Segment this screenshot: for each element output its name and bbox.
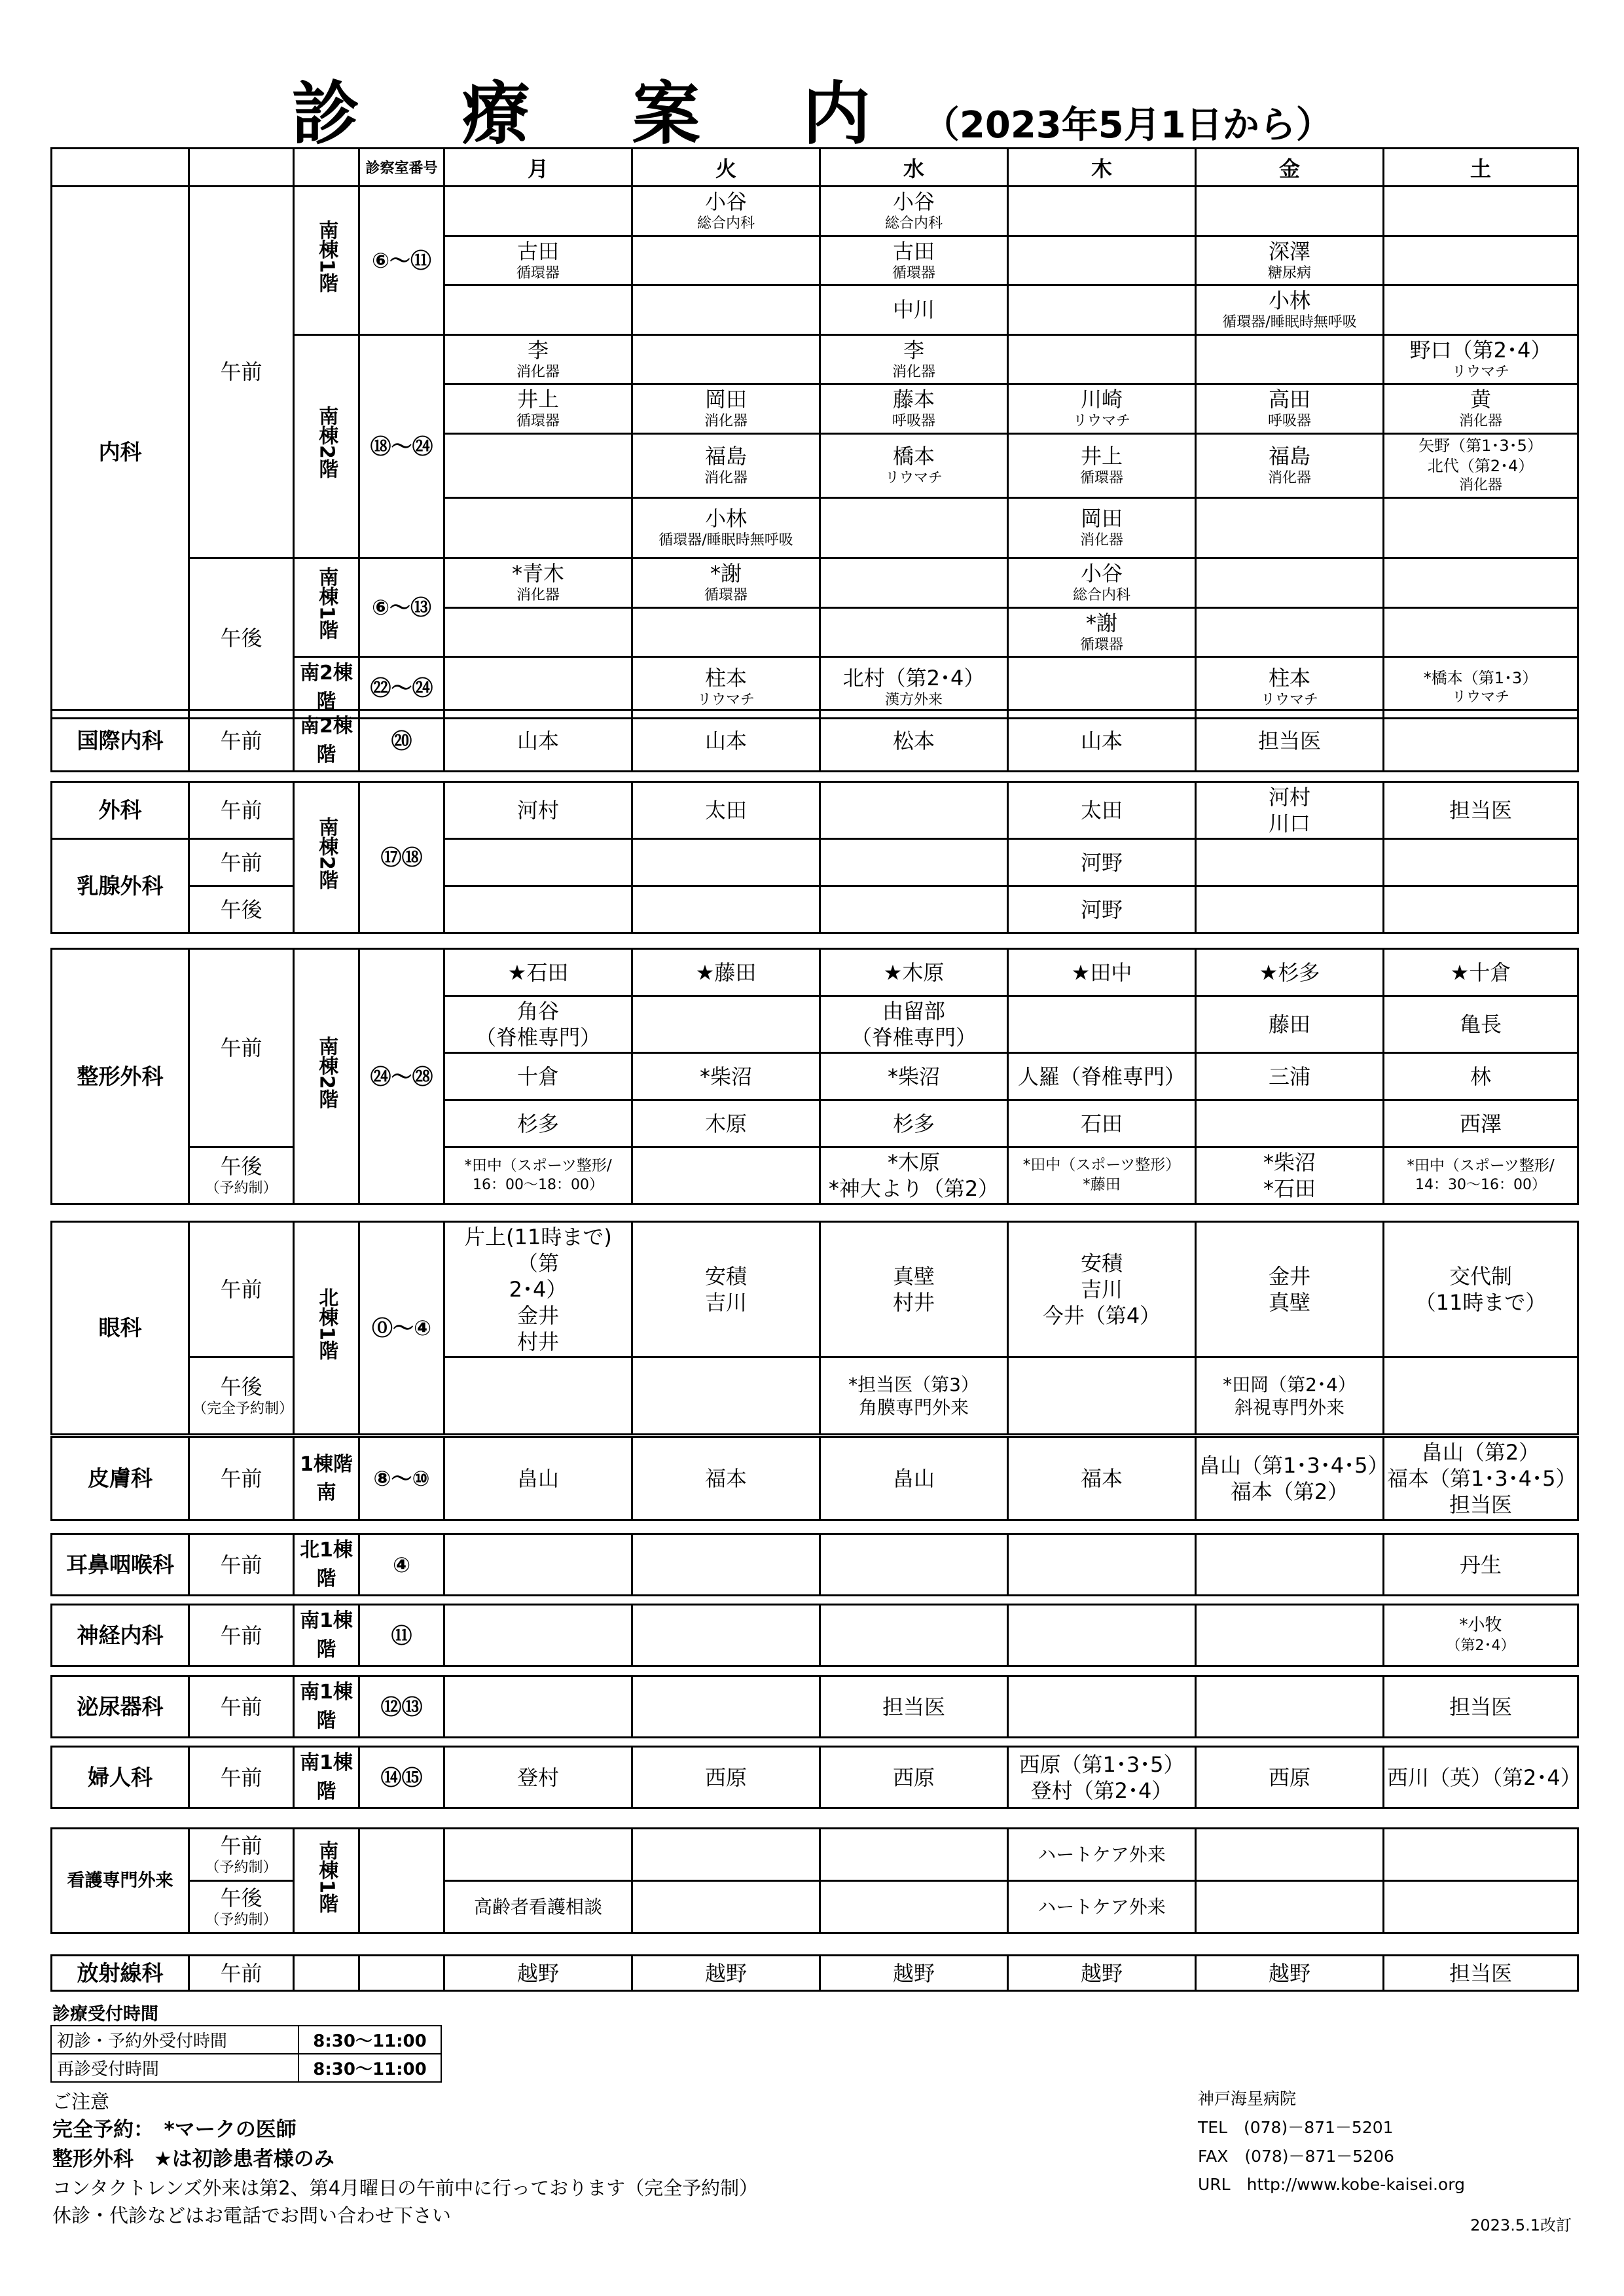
dept-intl: 国際内科 (52, 710, 189, 772)
schedule-cell: 李 消化器 (444, 334, 632, 384)
hours-time: 8:30〜11:00 (298, 2026, 441, 2054)
session-pm: 午後 (189, 886, 294, 933)
schedule-cell: 井上 循環器 (1008, 433, 1196, 497)
location: 南棟1階 (294, 558, 359, 656)
dept-surgery: 外科 (52, 782, 189, 839)
dermatology-table (50, 1436, 1579, 1521)
schedule-cell: 畠山 (444, 1437, 632, 1520)
schedule-cell: 北村（第2･4） 漢方外来 (820, 657, 1008, 719)
schedule-cell: 西原 (820, 1747, 1008, 1808)
schedule-cell: 担当医 (1384, 1676, 1578, 1738)
schedule-cell: *柴沼 *石田 (1196, 1147, 1384, 1204)
schedule-cell: 古田 循環器 (820, 236, 1008, 285)
schedule-cell: 古田 循環器 (444, 236, 632, 285)
day-wed: 水 (820, 149, 1008, 187)
ophthalmology-table (50, 1221, 1579, 1435)
schedule-cell: 福本 (632, 1437, 820, 1520)
schedule-cell: 河村 (444, 782, 632, 839)
schedule-cell: ハートケア外来 (1008, 1829, 1196, 1881)
schedule-cell: 西原（第1･3･5） 登村（第2･4） (1008, 1747, 1196, 1808)
location: 南1棟階 (294, 1747, 359, 1808)
session-pm: 午後 （予約制） (189, 1147, 294, 1204)
orthopedics-table (50, 948, 1579, 1205)
location: 北1棟階 (294, 1534, 359, 1596)
hospital-name: 神戸海星病院 (1198, 2089, 1297, 2108)
dept-radio: 放射線科 (52, 1956, 189, 1991)
room-number: ⑰⑱ (359, 782, 444, 933)
schedule-cell: 三浦 (1196, 1053, 1384, 1100)
schedule-cell: 藤田 (1196, 996, 1384, 1053)
revision-date: 2023.5.1改訂 (1470, 2216, 1572, 2234)
dept-derm: 皮膚科 (52, 1437, 189, 1520)
schedule-cell: 亀長 (1384, 996, 1578, 1053)
schedule-cell: *柴沼 (820, 1053, 1008, 1100)
day-sat: 土 (1384, 149, 1578, 187)
location: 南棟1階 (294, 1829, 359, 1933)
schedule-cell: *木原 *神大より（第2） (820, 1147, 1008, 1204)
contact (1198, 2085, 1465, 2199)
schedule-cell: 担当医 (1384, 1956, 1578, 1991)
session-pm: 午後 （完全予約制） (189, 1357, 294, 1435)
schedule-cell: *担当医（第3） 角膜専門外来 (820, 1357, 1008, 1435)
room-number: ⑪ (359, 1605, 444, 1666)
schedule-cell: 担当医 (1384, 782, 1578, 839)
schedule-cell: 川崎 リウマチ (1008, 384, 1196, 434)
schedule-cell: 福島 消化器 (1196, 433, 1384, 497)
schedule-cell: *田中（スポーツ整形/ 14：30〜16：00） (1384, 1147, 1578, 1204)
schedule-cell: 河野 (1008, 886, 1196, 933)
schedule-cell: 松本 (820, 710, 1008, 772)
day-fri: 金 (1196, 149, 1384, 187)
schedule-cell: 河村 川口 (1196, 782, 1384, 839)
session-pm: 午後 （予約制） (189, 1881, 294, 1933)
schedule-cell: 安積 吉川 (632, 1222, 820, 1357)
schedule-cell: 担当医 (1196, 710, 1384, 772)
schedule-cell: 橋本 リウマチ (820, 433, 1008, 497)
schedule-cell (1196, 1100, 1384, 1147)
room-number: ⑫⑬ (359, 1676, 444, 1738)
schedule-cell: 小谷 総合内科 (1008, 558, 1196, 607)
schedule-cell: 小林 循環器/睡眠時無呼吸 (1196, 285, 1384, 335)
url-link[interactable]: URL http://www.kobe-kaisei.org (1198, 2175, 1465, 2195)
day-thu: 木 (1008, 149, 1196, 187)
ent-table (50, 1533, 1579, 1596)
session-am: 午前 (189, 710, 294, 772)
schedule-cell: 山本 (1008, 710, 1196, 772)
hours-label: 初診・予約外受付時間 (51, 2026, 298, 2054)
location: 南1棟階 (294, 1605, 359, 1666)
schedule-cell: *橋本（第1･3） リウマチ (1384, 657, 1578, 719)
room-number: ⑥〜⑬ (359, 558, 444, 656)
schedule-cell: 石田 (1008, 1100, 1196, 1147)
schedule-cell: 真壁 村井 (820, 1222, 1008, 1357)
intl-medicine-table (50, 709, 1579, 772)
schedule-cell: *田中（スポーツ整形） *藤田 (1008, 1147, 1196, 1204)
schedule-cell: *謝 循環器 (632, 558, 820, 607)
hours-time: 8:30〜11:00 (298, 2054, 441, 2082)
schedule-cell: 越野 (632, 1956, 820, 1991)
location: 南2棟階 (294, 657, 359, 719)
room-number: ⑱〜㉔ (359, 334, 444, 558)
schedule-cell: 角谷 （脊椎専門） (444, 996, 632, 1053)
schedule-cell: 担当医 (820, 1676, 1008, 1738)
schedule-cell: *田中（スポーツ整形/ 16：00〜18：00） (444, 1147, 632, 1204)
note-ortho: 整形外科 ★は初診患者様のみ (52, 2147, 334, 2171)
schedule-cell: 人羅（脊椎専門） (1008, 1053, 1196, 1100)
schedule-cell: 畠山（第1･3･4･5） 福本（第2） (1196, 1437, 1384, 1520)
room-number: ⓪〜④ (359, 1222, 444, 1435)
schedule-cell: 高齢者看護相談 (444, 1881, 632, 1933)
hours-table (50, 2025, 442, 2083)
session-am: 午前 (189, 1534, 294, 1596)
nursing-table (50, 1827, 1579, 1934)
internal-medicine-table (50, 147, 1579, 719)
room-number: ⑳ (359, 710, 444, 772)
day-tue: 火 (632, 149, 820, 187)
schedule-cell: *謝 循環器 (1008, 607, 1196, 657)
dept-uro: 泌尿器科 (52, 1676, 189, 1738)
schedule-cell: 井上 循環器 (444, 384, 632, 434)
location: 南1棟階 (294, 1676, 359, 1738)
schedule-cell: 林 (1384, 1053, 1578, 1100)
note-reservation: 完全予約： *マークの医師 (52, 2118, 297, 2142)
page-title (0, 59, 1624, 157)
schedule-cell: 片上(11時まで)（第 2･4） 金井 村井 (444, 1222, 632, 1357)
schedule-cell: 木原 (632, 1100, 820, 1147)
session-am: 午前 (189, 949, 294, 1147)
schedule-cell: 福本 (1008, 1437, 1196, 1520)
dept-neuro: 神経内科 (52, 1605, 189, 1666)
location: 南2棟階 (294, 710, 359, 772)
session-am: 午前 (189, 187, 294, 558)
schedule-cell: ハートケア外来 (1008, 1881, 1196, 1933)
session-am: 午前 (189, 839, 294, 886)
schedule-cell: 山本 (632, 710, 820, 772)
schedule-cell: 由留部 （脊椎専門） (820, 996, 1008, 1053)
session-am: 午前 (189, 1956, 294, 1991)
schedule-cell (1384, 710, 1578, 772)
schedule-cell: 中川 (820, 285, 1008, 335)
schedule-cell: 西澤 (1384, 1100, 1578, 1147)
location: 南棟2階 (294, 334, 359, 558)
schedule-cell: 岡田 消化器 (1008, 497, 1196, 558)
schedule-cell: 小谷 総合内科 (632, 187, 820, 236)
schedule-cell: 越野 (1008, 1956, 1196, 1991)
schedule-cell: 岡田 消化器 (632, 384, 820, 434)
room-number: ④ (359, 1534, 444, 1596)
schedule-cell: 太田 (632, 782, 820, 839)
schedule-cell: 登村 (444, 1747, 632, 1808)
urology-table (50, 1675, 1579, 1738)
schedule-cell: 十倉 (444, 1053, 632, 1100)
schedule-cell: *田岡（第2･4） 斜視専門外来 (1196, 1357, 1384, 1435)
location: 1棟階南 (294, 1437, 359, 1520)
dept-breast: 乳腺外科 (52, 839, 189, 933)
schedule-cell: 山本 (444, 710, 632, 772)
schedule-cell: 矢野（第1･3･5） 北代（第2･4） 消化器 (1384, 433, 1578, 497)
schedule-cell: 高田 呼吸器 (1196, 384, 1384, 434)
schedule-cell: 西原 (632, 1747, 820, 1808)
title-main: 診 療 案 内 (291, 74, 910, 154)
schedule-cell: 太田 (1008, 782, 1196, 839)
schedule-cell: ★石田 (444, 949, 632, 996)
room-number: ⑥〜⑪ (359, 187, 444, 335)
tel: TEL (078)－871－5201 (1198, 2117, 1394, 2137)
room-number: ⑧〜⑩ (359, 1437, 444, 1520)
location: 北棟1階 (294, 1222, 359, 1435)
schedule-cell: 西原 (1196, 1747, 1384, 1808)
schedule-cell: 小林 循環器/睡眠時無呼吸 (632, 497, 820, 558)
schedule-cell: 杉多 (820, 1100, 1008, 1147)
room-number: ⑭⑮ (359, 1747, 444, 1808)
dept-ortho: 整形外科 (52, 949, 189, 1204)
schedule-cell: 小谷 総合内科 (820, 187, 1008, 236)
schedule-cell: 李 消化器 (820, 334, 1008, 384)
surgery-table (50, 781, 1579, 934)
schedule-cell: 柱本 リウマチ (632, 657, 820, 719)
schedule-cell: 藤本 呼吸器 (820, 384, 1008, 434)
schedule-cell: 越野 (444, 1956, 632, 1991)
location: 南棟1階 (294, 187, 359, 335)
radiology-table (50, 1954, 1579, 1992)
schedule-cell: 畠山（第2） 福本（第1･3･4･5） 担当医 (1384, 1437, 1578, 1520)
session-am: 午前 (189, 1222, 294, 1357)
location: 南棟2階 (294, 782, 359, 933)
session-am: 午前 (189, 1437, 294, 1520)
schedule-cell: *柴沼 (632, 1053, 820, 1100)
notes-heading: ご注意 (52, 2090, 110, 2113)
schedule-cell: *小牧 （第2･4） (1384, 1605, 1578, 1666)
schedule-cell: ★藤田 (632, 949, 820, 996)
room-number: ㉒〜㉔ (359, 657, 444, 719)
session-am: 午前 (189, 1676, 294, 1738)
schedule-cell: ★杉多 (1196, 949, 1384, 996)
day-mon: 月 (444, 149, 632, 187)
schedule-cell: *青木 消化器 (444, 558, 632, 607)
session-am: 午前 (189, 1605, 294, 1666)
schedule-cell: 交代制 （11時まで） (1384, 1222, 1578, 1357)
schedule-cell: ★木原 (820, 949, 1008, 996)
session-am: 午前 (189, 1747, 294, 1808)
schedule-cell: 柱本 リウマチ (1196, 657, 1384, 719)
schedule-cell: 深澤 糖尿病 (1196, 236, 1384, 285)
schedule-cell: 越野 (820, 1956, 1008, 1991)
schedule-cell: 福島 消化器 (632, 433, 820, 497)
title-date: （2023年5月1日から） (922, 104, 1333, 147)
schedule-cell: 野口（第2･4） リウマチ (1384, 334, 1578, 384)
session-am: 午前 （予約制） (189, 1829, 294, 1881)
gynecology-table (50, 1746, 1579, 1809)
dept-gyn: 婦人科 (52, 1747, 189, 1808)
neurology-table (50, 1604, 1579, 1667)
schedule-cell: 西川（英）（第2･4） (1384, 1747, 1578, 1808)
note-closure: 休診・代診などはお電話でお問い合わせ下さい (52, 2204, 452, 2227)
schedule-cell: 河野 (1008, 839, 1196, 886)
schedule-cell: 越野 (1196, 1956, 1384, 1991)
dept-eye: 眼科 (52, 1222, 189, 1435)
dept-nursing: 看護専門外来 (52, 1829, 189, 1933)
note-contact-lens: コンタクトレンズ外来は第2、第4月曜日の午前中に行っております（完全予約制） (52, 2176, 759, 2199)
session-pm: 午後 (189, 558, 294, 718)
room-number-header: 診察室番号 (359, 149, 444, 187)
session-am: 午前 (189, 782, 294, 839)
dept-ent: 耳鼻咽喉科 (52, 1534, 189, 1596)
schedule-cell: 金井 真壁 (1196, 1222, 1384, 1357)
notes (52, 2088, 758, 2229)
schedule-cell: 丹生 (1384, 1534, 1578, 1596)
location: 南棟2階 (294, 949, 359, 1204)
schedule-cell: 畠山 (820, 1437, 1008, 1520)
schedule-cell: ★田中 (1008, 949, 1196, 996)
dept-internal: 内科 (52, 187, 189, 719)
hours-title: 診療受付時間 (52, 2004, 158, 2024)
room-number: ㉔〜㉘ (359, 949, 444, 1204)
schedule-cell: 杉多 (444, 1100, 632, 1147)
hours-label: 再診受付時間 (51, 2054, 298, 2082)
schedule-cell: 安積 吉川 今井（第4） (1008, 1222, 1196, 1357)
schedule-cell: ★十倉 (1384, 949, 1578, 996)
fax: FAX (078)－871－5206 (1198, 2146, 1394, 2166)
schedule-cell: 黄 消化器 (1384, 384, 1578, 434)
